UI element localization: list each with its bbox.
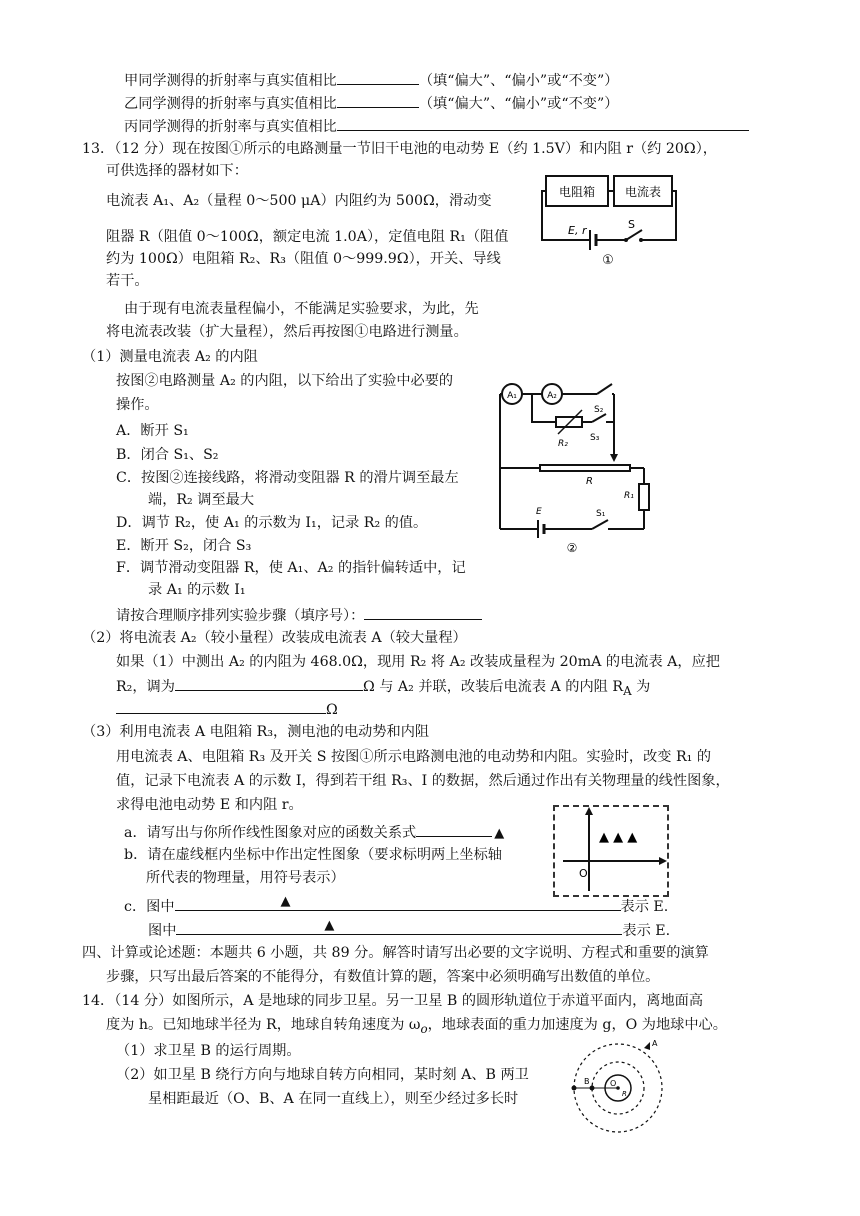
svg-text:R: R bbox=[586, 476, 593, 487]
answer-blank[interactable] bbox=[337, 115, 749, 131]
q12-jia-line: 甲同学测得的折射率与真实值相比 （填“偏大”、“偏小”或“不变”） bbox=[124, 69, 618, 91]
q13-text: 按图②电路测量 A₂ 的内阻，以下给出了实验中必要的 bbox=[116, 373, 454, 389]
q13-a-line: a．请写出与你所作线性图象对应的函数关系式 ▲ bbox=[124, 821, 504, 844]
q13-part1-title: （1）测量电流表 A₂ 的内阻 bbox=[82, 349, 258, 365]
svg-text:R₂: R₂ bbox=[558, 439, 568, 449]
svg-text:O: O bbox=[610, 1079, 617, 1088]
answer-blank[interactable] bbox=[175, 675, 363, 691]
svg-text:S₁: S₁ bbox=[596, 509, 606, 519]
circuit-diagram-1 bbox=[538, 168, 678, 268]
svg-text:B: B bbox=[584, 1077, 590, 1086]
q13-part3-title: （3）利用电流表 A 电阻箱 R₃，测电池的电动势和内阻 bbox=[82, 724, 430, 740]
step-f-cont: 录 A₁ 的示数 I₁ bbox=[148, 582, 246, 598]
q13-text: 将电流表改装（扩大量程），然后再按图①电路进行测量。 bbox=[106, 324, 468, 340]
svg-text:R: R bbox=[622, 1090, 627, 1098]
step-b: B．闭合 S₁、S₂ bbox=[116, 447, 219, 463]
q13-b-line: b．请在虚线框内坐标中作出定性图象（要求标明两上坐标轴 bbox=[124, 847, 502, 863]
satellite-b bbox=[590, 1086, 595, 1091]
svg-text:O: O bbox=[579, 867, 588, 880]
answer-blank[interactable] bbox=[416, 821, 492, 837]
answer-blank[interactable] bbox=[116, 698, 326, 714]
svg-text:电阻箱: 电阻箱 bbox=[558, 185, 596, 199]
q13-b-line-cont: 所代表的物理量，用符号表示） bbox=[146, 870, 345, 886]
circuit-diagram-2 bbox=[492, 374, 662, 559]
section-4-heading-cont: 步骤，只写出最后答案的不能得分，有数值计算的题，答案中必须明确写出数值的单位。 bbox=[106, 969, 660, 985]
svg-text:E: E bbox=[536, 507, 542, 517]
q13-text: 电流表 A₁、A₂（量程 0～500 μA）内阻约为 500Ω，滑动变 bbox=[106, 193, 492, 209]
order-line: 请按合理顺序排列实验步骤（填序号）： bbox=[116, 604, 482, 626]
svg-text:电流表: 电流表 bbox=[624, 185, 662, 199]
q13-text: 约为 100Ω）电阻箱 R₂、R₃（阻值 0～999.9Ω），开关、导线 bbox=[106, 251, 501, 267]
orbit-arrow-icon bbox=[644, 1042, 650, 1050]
q13-text: 用电流表 A、电阻箱 R₃ 及开关 S 按图①所示电路测电池的电动势和内阻。实验时，改变 R₁ 的 bbox=[116, 749, 712, 765]
q13-part2-title: （2）将电流表 A₂（较小量程）改装成电流表 A（较大量程） bbox=[82, 630, 467, 646]
answer-blank[interactable] bbox=[337, 92, 419, 108]
answer-blank[interactable]: ▲ bbox=[175, 895, 621, 911]
q14-part2: （2）如卫星 B 绕行方向与地球自转方向相同，某时刻 A、B 两卫 bbox=[116, 1067, 529, 1083]
step-e: E．断开 S₂，闭合 S₃ bbox=[116, 538, 252, 554]
switch-icon bbox=[626, 230, 642, 240]
q14-part2-cont: 星相距最近（O、B、A 在同一直线上），则至少经过多长时 bbox=[148, 1091, 519, 1107]
answer-blank[interactable] bbox=[364, 604, 482, 620]
svg-text:▲ ▲ ▲: ▲ ▲ ▲ bbox=[599, 830, 638, 845]
q13-text: 值，记录下电流表 A 的示数 I，得到若干组 R₃、I 的数据，然后通过作出有关物理量的线性图象， bbox=[116, 773, 730, 789]
section-4-heading: 四、计算或论述题：本题共 6 小题，共 89 分。解答时请写出必要的文字说明、方程式和重要的演算 bbox=[82, 945, 709, 961]
step-f: F．调节滑动变阻器 R，使 A₁、A₂ 的指针偏转适中，记 bbox=[116, 560, 466, 576]
svg-text:S₃: S₃ bbox=[590, 433, 600, 443]
q13-text: 求得电池电动势 E 和内阻 r。 bbox=[116, 797, 303, 813]
svg-text:R₁: R₁ bbox=[624, 491, 634, 501]
q12-bing-line: 丙同学测得的折射率与真实值相比 bbox=[124, 115, 749, 137]
q13-part2-line2: Ω bbox=[116, 698, 338, 720]
switch-s2-icon bbox=[597, 384, 612, 394]
q12-yi-line: 乙同学测得的折射率与真实值相比 （填“偏大”、“偏小”或“不变”） bbox=[124, 92, 618, 114]
q13-text: 阻器 R（阻值 0～100Ω，额定电流 1.0A），定值电阻 R₁（阻值 bbox=[106, 229, 509, 245]
answer-blank[interactable]: ▲ bbox=[176, 919, 622, 935]
svg-text:A₂: A₂ bbox=[547, 391, 557, 401]
q13-heading: 13．（12 分）现在按图①所示的电路测量一节旧干电池的电动势 E（约 1.5V）和内阻 r（约 20Ω）， bbox=[82, 141, 717, 157]
graph-axes bbox=[553, 805, 669, 897]
answer-blank[interactable] bbox=[337, 69, 419, 85]
step-a: A．断开 S₁ bbox=[116, 423, 189, 439]
rheostat-r bbox=[540, 465, 630, 471]
step-c-cont: 端，R₂ 调至最大 bbox=[148, 492, 255, 508]
q13-text: 如果（1）中测出 A₂ 的内阻为 468.0Ω，现用 R₂ 将 A₂ 改装成量程为 20mA 的电流表 A，应把 bbox=[116, 654, 720, 670]
q13-text: 操作。 bbox=[116, 397, 159, 413]
step-d: D．调节 R₂，使 A₁ 的示数为 I₁，记录 R₂ 的值。 bbox=[116, 515, 428, 531]
svg-text:A₁: A₁ bbox=[507, 391, 517, 401]
svg-text:A: A bbox=[652, 1039, 658, 1048]
switch-s1-icon bbox=[592, 520, 608, 529]
q14-part1: （1）求卫星 B 的运行周期。 bbox=[116, 1043, 301, 1059]
q13-part2-line: R₂，调为 Ω 与 A₂ 并联，改装后电流表 A 的内阻 $R_A$ 为 bbox=[116, 675, 650, 701]
orbit-diagram bbox=[570, 1034, 670, 1142]
q13-text: 若干。 bbox=[106, 273, 149, 289]
svg-text:S₂: S₂ bbox=[594, 405, 604, 415]
q13-c-line: c．图中 ▲ 表示 E. bbox=[124, 894, 669, 915]
svg-text:②: ② bbox=[566, 541, 578, 555]
resistor-r1 bbox=[639, 484, 649, 510]
q14-heading: 14．（14 分）如图所示，A 是地球的同步卫星。另一卫星 B 的圆形轨道位于赤道平面内，离地面高 bbox=[82, 993, 704, 1009]
q14-text: 度为 h。已知地球半径为 R，地球自转角速度为 $\omega_o$，地球表面的重力加速度为 g，O 为地球中心。 bbox=[106, 1017, 727, 1036]
svg-text:S: S bbox=[628, 218, 635, 231]
q13-heading-cont: 可供选择的器材如下： bbox=[106, 163, 248, 179]
svg-text:①: ① bbox=[602, 253, 614, 268]
satellite-a bbox=[572, 1086, 577, 1091]
q13-text: 由于现有电流表量程偏小，不能满足实验要求，为此，先 bbox=[124, 301, 479, 317]
switch-s3-icon bbox=[592, 414, 606, 422]
step-c: C．按图②连接线路，将滑动变阻器 R 的滑片调至最左 bbox=[116, 470, 459, 486]
q13-c-line2: 图中 ▲ 表示 E. bbox=[148, 918, 671, 939]
svg-text:E, r: E, r bbox=[568, 224, 587, 237]
